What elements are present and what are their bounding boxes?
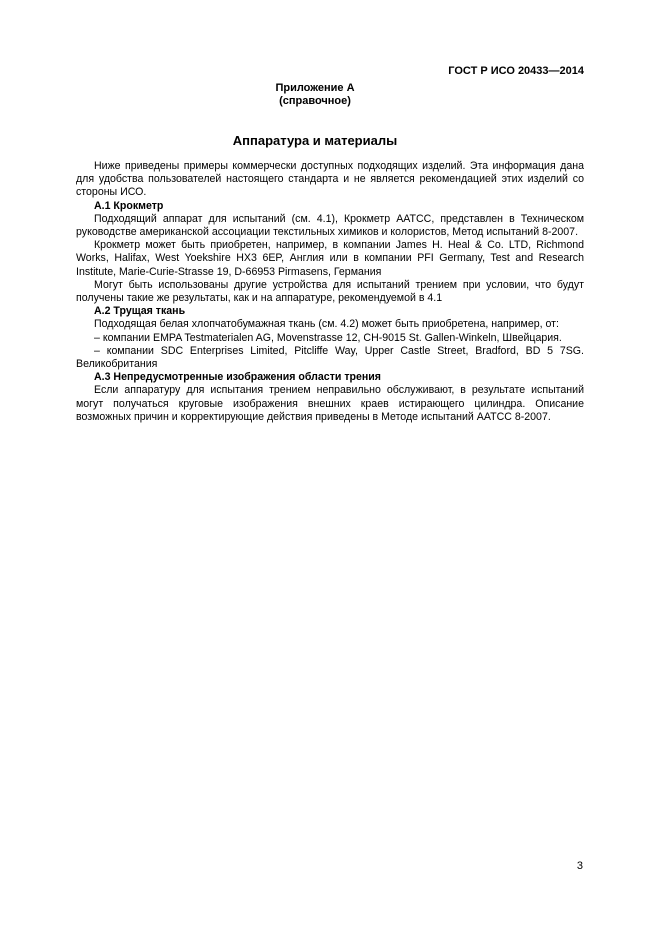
section-a3-heading: А.3 Непредусмотренные изображения области трения	[94, 371, 381, 384]
page-number: 3	[576, 860, 583, 872]
document-code: ГОСТ Р ИСО 20433—2014	[448, 65, 584, 77]
intro-paragraph: Ниже приведены примеры коммерчески доступных подходящих изделий. Эта информация дана для удобства пользователей настоящего стандарта и не является рекомендацией этих изделий со стороны ИСО.	[76, 160, 584, 199]
annex-heading	[0, 82, 630, 108]
section-title: Аппаратура и материалы	[232, 133, 398, 148]
document-body	[76, 160, 584, 424]
section-a1-paragraph-3: Могут быть использованы другие устройства для испытаний трением при условии, что будут получены такие же результаты, как и на аппаратуре, рекомендуемой в 4.1	[76, 278, 584, 305]
section-a3-paragraph-1: Если аппаратуру для испытания трением неправильно обслуживают, в результате испытаний могут получаться круговые изображения внешних краев истирающего цилиндра. Описание возможных причин и корректирующие действия приведены в Методе испытаний AATCC 8-2007.	[76, 384, 584, 423]
section-a1-paragraph-2: Крокметр может быть приобретен, например, в компании James H. Heal & Co. LTD, Richmond Works, Halifax, West Yoekshire HX3 6EP, Англия или в компании PFI Germany, Test and Research Institute, Marie-Curie-Strasse 19, D-66953 Pirmasens, Германия	[76, 239, 584, 278]
section-a2-heading: А.2 Трущая ткань	[94, 305, 186, 318]
section-a2-paragraph-2: – компании EMPA Testmaterialen AG, Movenstrasse 12, CH-9015 St. Gallen-Winkeln, Швейцария.	[94, 331, 562, 344]
section-a2-paragraph-1: Подходящая белая хлопчатобумажная ткань (см. 4.2) может быть приобретена, например, от:	[94, 318, 559, 331]
annex-subtitle: (справочное)	[279, 95, 351, 107]
section-a2-paragraph-3: – компании SDC Enterprises Limited, Pitcliffe Way, Upper Castle Street, Bradford, BD 5 7SG. Великобритания	[76, 344, 584, 371]
section-a1-paragraph-1: Подходящий аппарат для испытаний (см. 4.1), Крокметр AATCC, представлен в Техническом руководстве американской ассоциации текстильных химиков и колористов, Метод испытаний 8-2007.	[76, 212, 584, 239]
section-a1-heading: А.1 Крокметр	[94, 199, 164, 212]
annex-title: Приложение А	[275, 82, 355, 94]
